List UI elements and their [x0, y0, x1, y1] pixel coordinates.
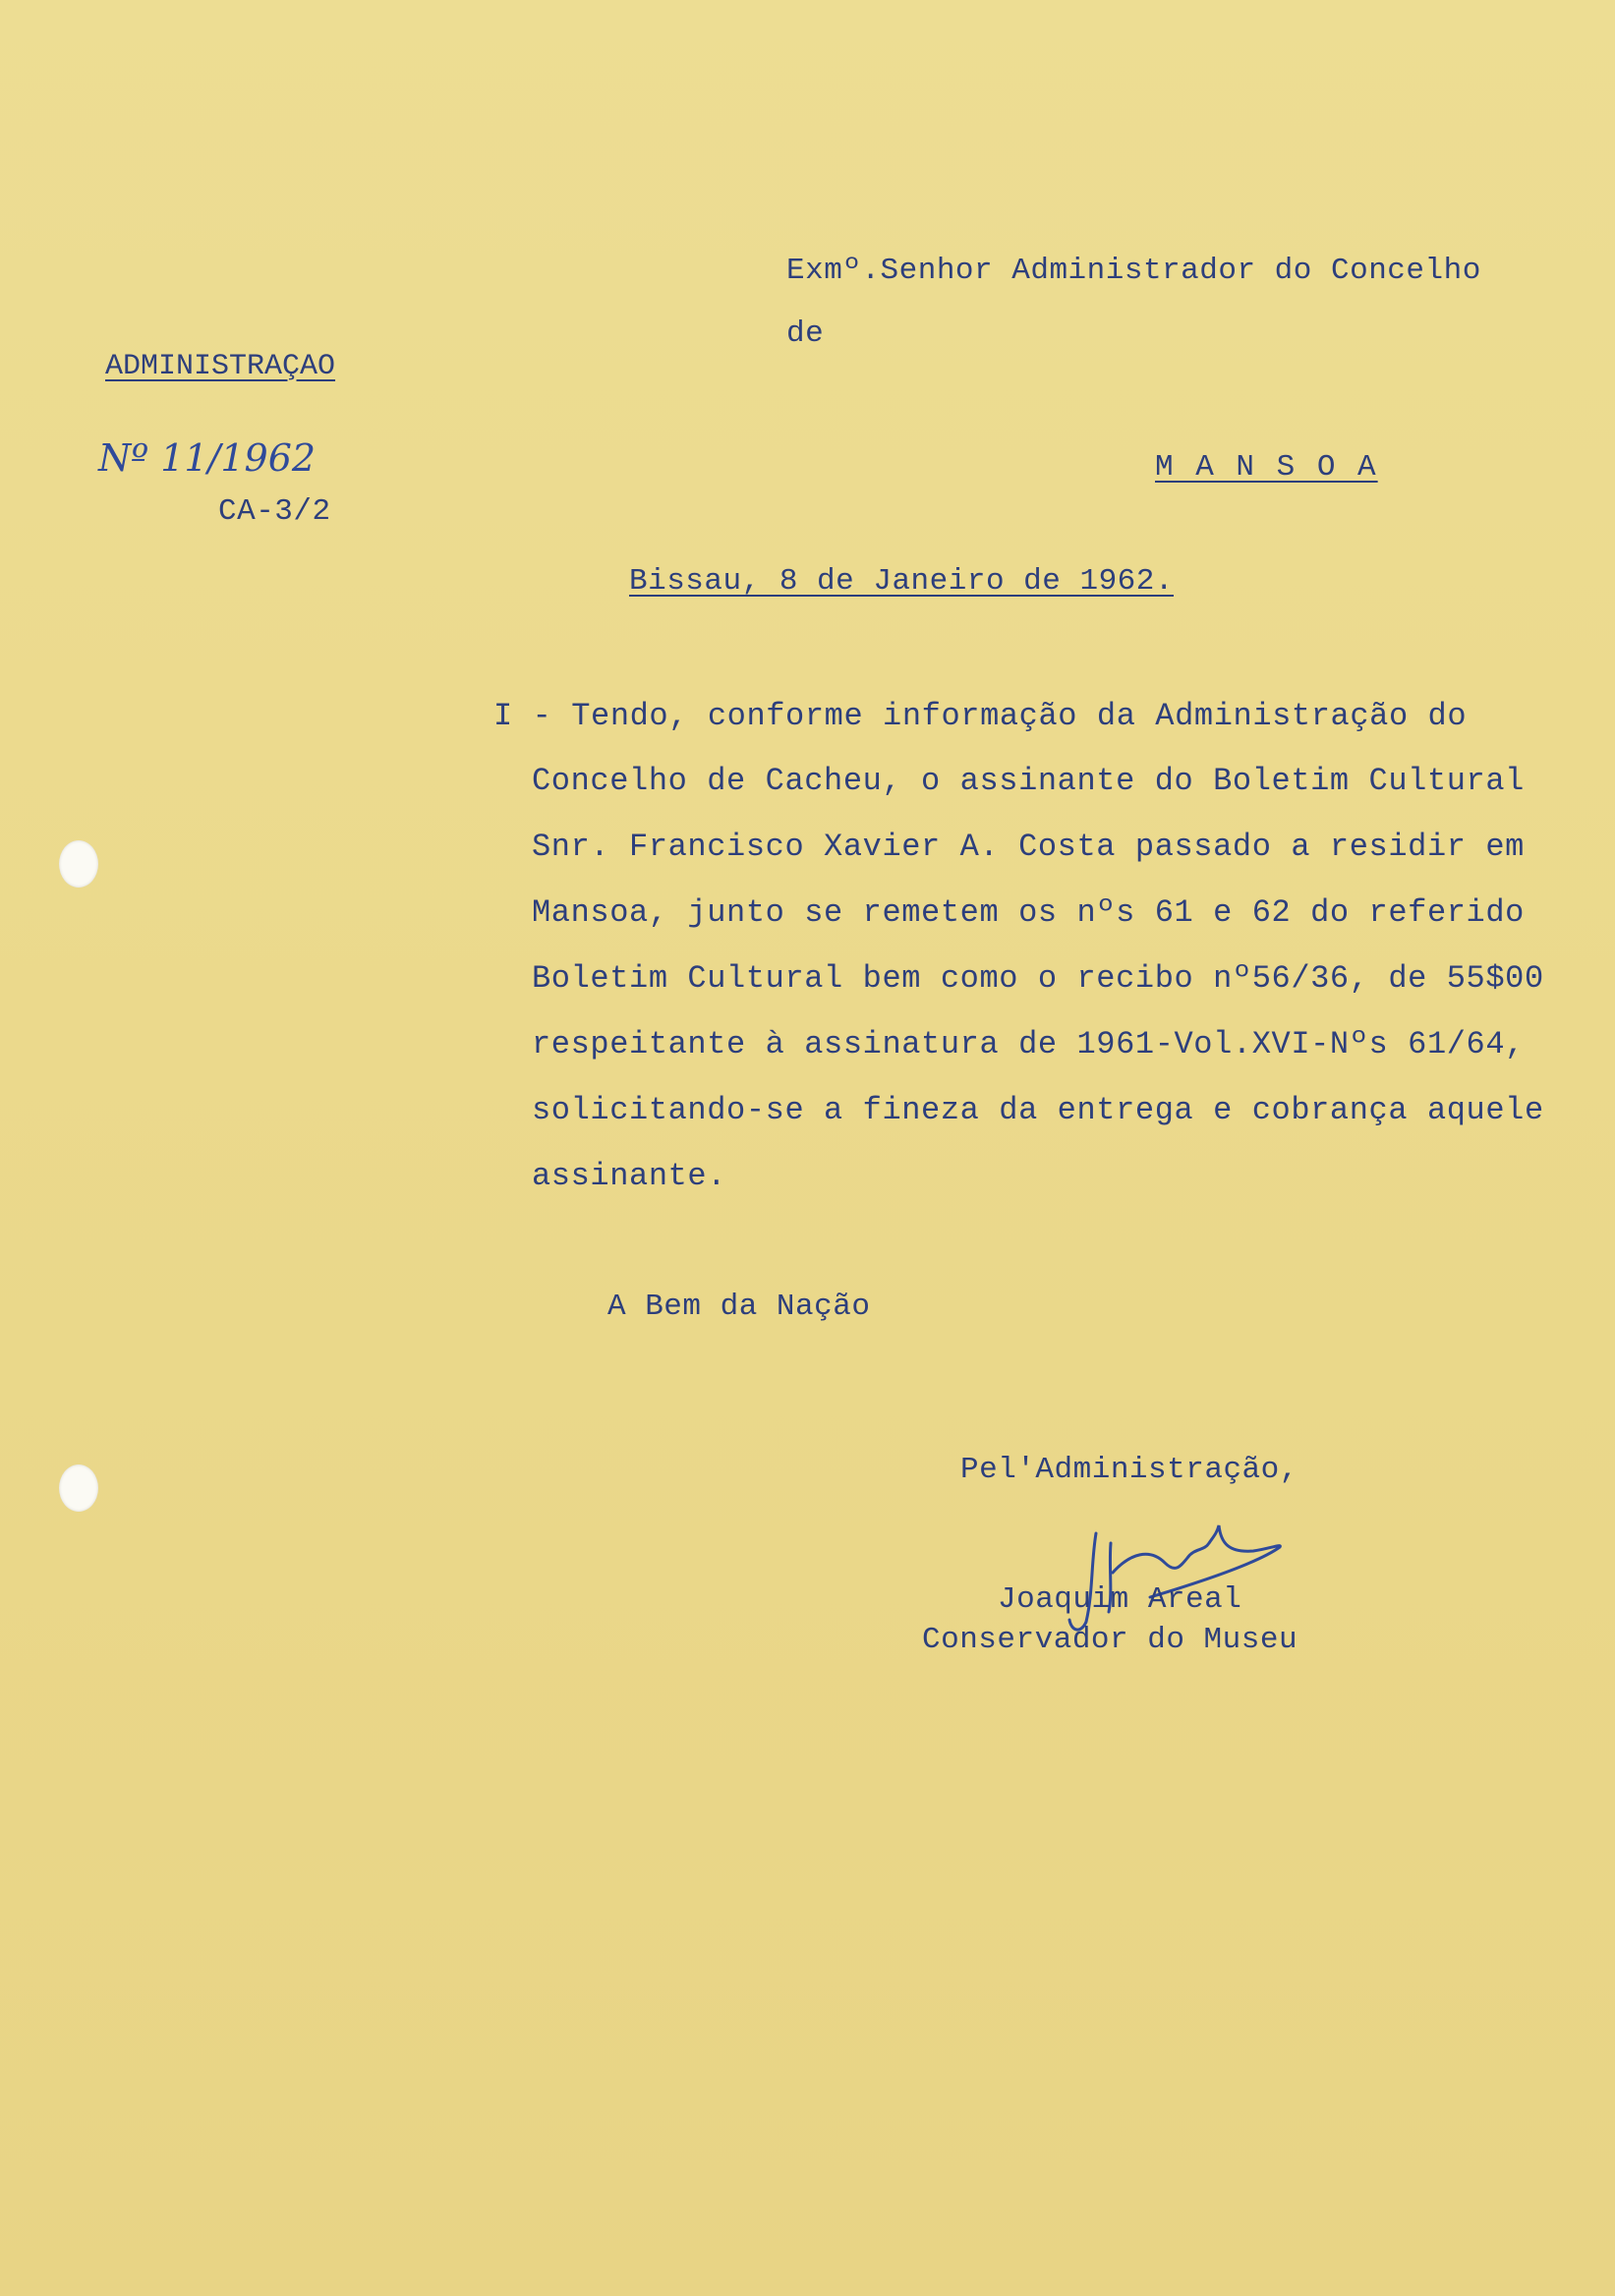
body-line-1: I - Tendo, conforme informação da Administração do: [493, 698, 1468, 734]
body-line-7: solicitando-se a fineza da entrega e cobrança aquele: [532, 1092, 1544, 1128]
recipient-line-2: de: [786, 316, 825, 351]
closing-salutation: A Bem da Nação: [607, 1290, 871, 1324]
date-line: Bissau, 8 de Janeiro de 1962.: [629, 564, 1174, 599]
recipient-place: M A N S O A: [1155, 450, 1378, 485]
punch-hole-bottom: [59, 1464, 98, 1512]
recipient-line-1: Exmº.Senhor Administrador do Concelho: [786, 254, 1481, 288]
punch-hole-top: [59, 840, 98, 888]
body-line-4: Mansoa, junto se remetem os nºs 61 e 62 do referido: [532, 894, 1525, 931]
signatory-name: Joaquim Areal: [998, 1582, 1242, 1617]
body-line-6: respeitante à assinatura de 1961-Vol.XVI-Nºs 61/64,: [532, 1026, 1525, 1062]
body-line-3: Snr. Francisco Xavier A. Costa passado a residir em: [532, 829, 1525, 865]
reference-number: Nº 11/1962: [98, 436, 317, 480]
on-behalf-line: Pel'Administração,: [960, 1453, 1298, 1487]
reference-code: CA-3/2: [218, 494, 331, 529]
body-line-5: Boletim Cultural bem como o recibo nº56/36, de 55$00: [532, 960, 1544, 997]
signatory-title: Conservador do Museu: [922, 1623, 1298, 1657]
sender-heading: ADMINISTRAÇAO: [105, 350, 336, 383]
body-line-2: Concelho de Cacheu, o assinante do Boletim Cultural: [532, 763, 1525, 799]
body-line-8: assinante.: [532, 1158, 727, 1194]
